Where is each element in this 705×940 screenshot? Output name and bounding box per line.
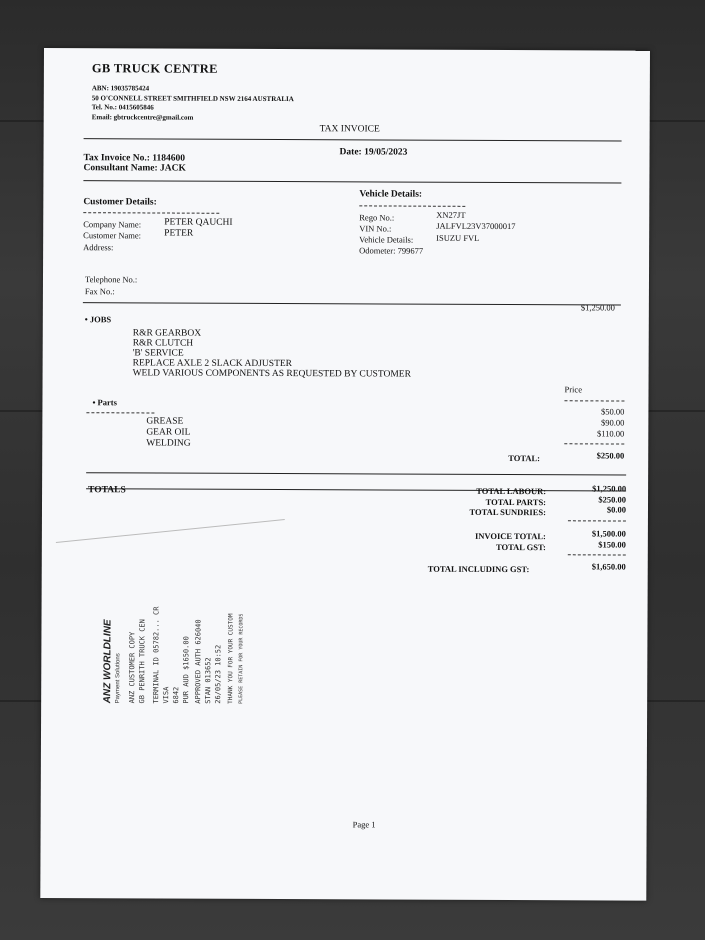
divider [359,205,465,206]
job-item: 'B' SERVICE [132,348,184,359]
company-abn: ABN: 19035785424 [91,84,150,93]
company-email: Email: gbtruckcentre@gmail.com [91,112,194,122]
fax-label: Fax No.: [84,286,115,297]
invoice-total-label: INVOICE TOTAL: [474,530,546,542]
divider [84,138,622,141]
receipt-purchase: PUR AUD $1650.00 [182,636,191,704]
parts-heading: • Parts [92,397,117,408]
address-label: Address: [83,242,114,253]
divider [568,554,626,555]
divider [564,443,624,444]
telephone-label: Telephone No.: [84,274,138,285]
jobs-amount: $1,250.00 [580,302,615,313]
customer-value: PETER [164,228,194,239]
vehicle-details-label: Vehicle Details: [359,234,414,245]
divider [83,212,219,214]
company-value: PETER QAUCHI [164,217,233,228]
rego-value: XN27JT [436,209,466,220]
page-number: Page 1 [352,819,376,830]
vehicle-details-value: ISUZU FVL [436,232,480,243]
company-info [92,84,294,123]
total-gst-label: TOTAL GST: [495,541,546,552]
parts-total-label: TOTAL: [508,453,541,464]
odometer: Odometer: 799677 [359,245,424,256]
job-item: WELD VARIOUS COMPONENTS AS REQUESTED BY CUSTOMER [132,368,411,380]
job-item: R&R CLUTCH [132,338,194,349]
job-item: R&R GEARBOX [132,328,202,339]
divider [86,472,626,475]
total-incl-gst-label: TOTAL INCLUDING GST: [427,563,530,575]
receipt-copy: ANZ CUSTOMER COPY [128,631,137,704]
invoice-total-values [568,528,626,549]
receipt-retain: PLEASE RETAIN FOR YOUR RECORDS [238,613,245,704]
customer-heading: Customer Details: [83,197,157,208]
vin-value: JALFVL23V37000017 [436,220,516,232]
totals-heading: TOTALS [88,485,126,496]
customer-label: Customer Name: [83,230,142,241]
total-parts-value: $250.00 [598,493,627,505]
jobs-heading: • JOBS [84,314,112,325]
parts-total-value: $250.00 [596,450,625,461]
invoice-number: Tax Invoice No.: 1184600 [83,153,186,164]
job-item: REPLACE AXLE 2 SLACK ADJUSTER [132,358,293,370]
totals-values [568,483,626,515]
company-name: GB TRUCK CENTRE [91,61,218,76]
price-heading: Price [564,384,583,395]
total-sundries-label: TOTAL SUNDRIES: [469,506,547,518]
part-name: WELDING [146,438,191,449]
jobs-list [133,328,412,379]
receipt-merchant: GB PENRITH TRUCK CEN [138,619,147,704]
total-labour-label: TOTAL LABOUR: [476,485,547,497]
totals-labels [422,486,546,518]
receipt-card-no: 6842 [172,686,181,704]
receipt-approved: APPROVED AUTH 626040 [194,619,203,704]
receipt-brand-sub: Payment Solutions [115,653,122,704]
invoice-date: Date: 19/05/2023 [339,147,408,158]
receipt-stan: STAN 013652 [204,657,213,704]
total-incl-gst-value: $1,650.00 [591,561,626,572]
total-sundries-value: $0.00 [606,504,627,515]
total-parts-label: TOTAL PARTS: [485,496,547,507]
part-name: GREASE [146,416,184,427]
invoice-total-labels [422,531,546,553]
vehicle-heading: Vehicle Details: [359,189,423,200]
divider [83,180,621,183]
receipt-card: VISA [162,686,171,704]
receipt-thanks: THANK YOU FOR YOUR CUSTOM [227,613,235,704]
part-name: GEAR OIL [146,427,191,438]
invoice-page [40,48,650,901]
company-address: 50 O'CONNELL STREET SMITHFIELD NSW 2164 AUSTRALIA [91,93,294,103]
consultant-name: Consultant Name: JACK [83,163,186,174]
receipt-datetime: 26/05/23 10:52 [214,644,223,704]
part-price: $50.00 [601,406,625,417]
parts-list [146,416,190,449]
divider [564,400,624,401]
doc-title: TAX INVOICE [319,124,380,135]
parts-prices [572,406,624,439]
part-price: $110.00 [596,428,625,439]
part-price: $90.00 [600,417,625,428]
total-labour-value: $1,250.00 [592,483,627,494]
invoice-total-value: $1,500.00 [591,528,626,539]
divider [86,412,154,413]
receipt [103,523,274,704]
receipt-terminal: TERMINAL ID 05782... CR [152,606,161,704]
rego-label: Rego No.: [359,212,395,223]
divider [568,520,626,521]
vin-label: VIN No.: [359,223,392,234]
company-label: Company Name: [83,219,142,230]
company-tel: Tel. No.: 0415605846 [91,103,154,112]
receipt-brand: ANZ WORLDLINE [102,619,114,704]
total-gst-value: $150.00 [598,538,626,550]
divider [83,302,621,305]
